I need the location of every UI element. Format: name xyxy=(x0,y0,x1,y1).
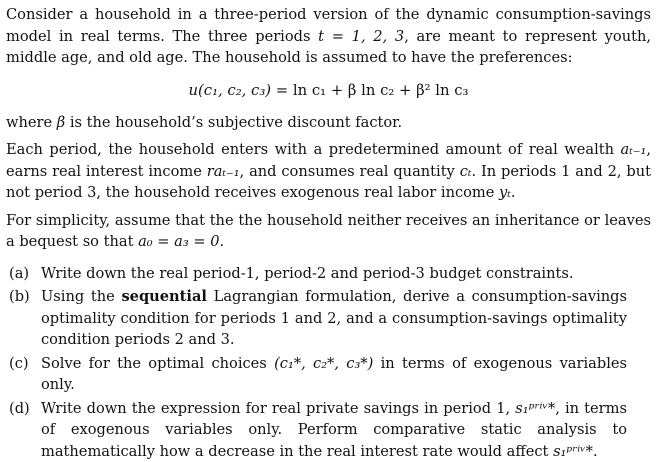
utility-lhs: u(c₁, c₂, c₃) = xyxy=(189,82,293,99)
period-text-1: Each period, the household enters with a predetermined amount of real wealth xyxy=(6,141,621,158)
simplicity-text-2: . xyxy=(219,233,224,250)
question-d-mid: , in terms of exogenous variables only. Perform comparative static analysis to mathematically how a decrease in the real interest rate would affect xyxy=(41,400,627,460)
period-text-3: , and consumes real quantity xyxy=(240,163,460,180)
utility-rhs: ln c₁ + β ln c₂ + β² ln c₃ xyxy=(293,82,469,99)
beta-symbol: β xyxy=(57,114,65,131)
boundary-condition-math: a₀ = a₃ = 0 xyxy=(138,233,219,250)
question-d-post: . xyxy=(593,443,598,460)
question-label: (b) xyxy=(6,286,41,351)
question-a xyxy=(6,263,651,285)
simplicity-text-1: For simplicity, assume that the the household neither receives an inheritance or leaves a bequest so that xyxy=(6,212,651,251)
beta-text-1: where xyxy=(6,114,57,131)
question-d xyxy=(6,398,651,462)
question-list xyxy=(6,263,651,462)
savings-math: s₁ᵖʳⁱᵛ* xyxy=(515,400,555,417)
question-c-post: in terms of exogenous variables only. xyxy=(41,355,627,394)
question-text xyxy=(41,398,651,462)
question-b xyxy=(6,286,651,351)
intro-text-2: , are meant to represent youth, middle age, and old age. The household is assumed to have the preferences: xyxy=(6,28,651,67)
question-label: (c) xyxy=(6,353,41,396)
wealth-math: aₜ₋₁ xyxy=(621,141,647,158)
question-b-pre: Using the xyxy=(41,288,121,305)
utility-equation xyxy=(6,80,651,102)
intro-text-1: Consider a household in a three-period version of the dynamic consumption-savings model in real terms. The three periods xyxy=(6,6,651,45)
question-c xyxy=(6,353,651,396)
period-text-2: , earns real interest income xyxy=(6,141,651,180)
intro-paragraph xyxy=(6,4,651,69)
question-text xyxy=(41,353,651,396)
interest-math: raₜ₋₁ xyxy=(207,163,240,180)
optimal-choices-math: (c₁*, c₂*, c₃*) xyxy=(274,355,373,372)
question-text: Write down the real period-1, period-2 and period-3 budget constraints. xyxy=(41,263,651,285)
question-d-pre: Write down the expression for real private savings in period 1, xyxy=(41,400,515,417)
period-text-5: . xyxy=(511,184,516,201)
question-label: (a) xyxy=(6,263,41,285)
income-math: yₜ xyxy=(499,184,511,201)
question-b-post: Lagrangian formulation, derive a consumption-savings optimality condition for periods 1 and 2, and a consumption-savings optimality condition periods 2 and 3. xyxy=(41,288,627,348)
periods-math: t = 1, 2, 3 xyxy=(318,28,404,45)
beta-text-2: is the household’s subjective discount factor. xyxy=(65,114,402,131)
question-b-bold: sequential xyxy=(121,288,207,305)
simplicity-paragraph xyxy=(6,210,651,253)
consumption-math: cₜ xyxy=(460,163,472,180)
question-label: (d) xyxy=(6,398,41,462)
beta-definition xyxy=(6,112,651,134)
question-text xyxy=(41,286,651,351)
period-paragraph xyxy=(6,139,651,204)
period-text-4: . In periods 1 and 2, but not period 3, the household receives exogenous real labor income xyxy=(6,163,651,202)
question-c-pre: Solve for the optimal choices xyxy=(41,355,274,372)
savings-math-2: s₁ᵖʳⁱᵛ* xyxy=(553,443,593,460)
